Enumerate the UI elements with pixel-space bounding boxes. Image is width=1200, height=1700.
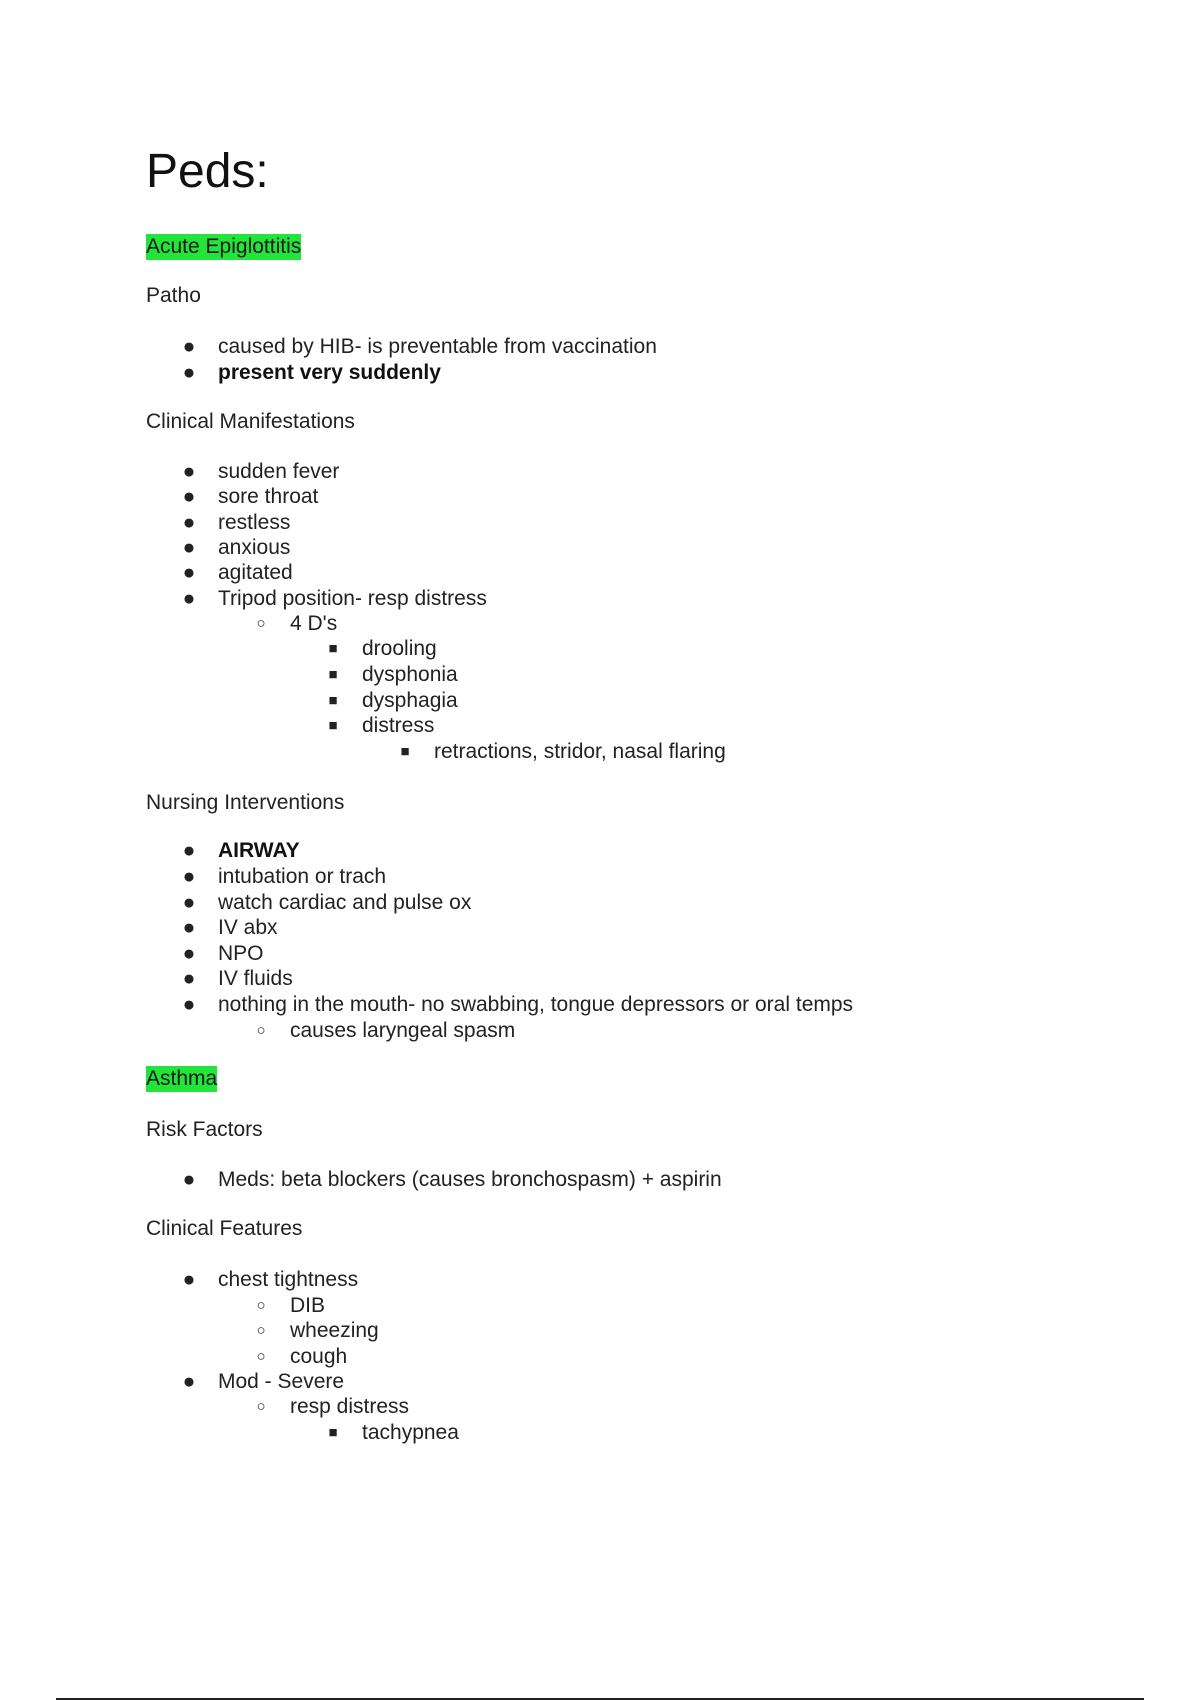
- list-item-text: agitated: [218, 561, 293, 584]
- list-item-text: retractions, stridor, nasal flaring: [434, 740, 726, 763]
- list-item-text: caused by HIB- is preventable from vaccination: [218, 335, 657, 358]
- hollow-bullet-icon: ○: [256, 1348, 266, 1365]
- subheading-nursing-interventions: Nursing Interventions: [146, 791, 345, 814]
- list-item-text: cough: [290, 1345, 348, 1368]
- square-bullet-icon: ■: [328, 666, 338, 683]
- section-heading-asthma: Asthma: [146, 1067, 218, 1090]
- hollow-bullet-icon: ○: [256, 1322, 266, 1339]
- subheading-risk-factors: Risk Factors: [146, 1118, 263, 1141]
- list-item-text: Tripod position- resp distress: [218, 587, 487, 610]
- list-item-text: Meds: beta blockers (causes bronchospasm) + aspirin: [218, 1168, 722, 1191]
- list-item-text: dysphonia: [362, 663, 458, 686]
- list-item-text: present very suddenly: [218, 361, 441, 384]
- list-item-text: sudden fever: [218, 460, 340, 483]
- list-item-text: resp distress: [290, 1395, 410, 1418]
- list-item-text: IV abx: [218, 916, 278, 939]
- section-heading-epiglottitis: Acute Epiglottitis: [146, 235, 302, 258]
- bullet-icon: ●: [182, 1268, 196, 1291]
- bullet-icon: ●: [182, 865, 196, 888]
- square-bullet-icon: ■: [328, 1424, 338, 1441]
- bullet-icon: ●: [182, 587, 196, 610]
- list-item-text: anxious: [218, 536, 291, 559]
- list-item-text: wheezing: [290, 1319, 379, 1342]
- list-item-text: dysphagia: [362, 689, 458, 712]
- list-item-text: chest tightness: [218, 1268, 359, 1291]
- list-item-text: causes laryngeal spasm: [290, 1019, 516, 1042]
- hollow-bullet-icon: ○: [256, 1022, 266, 1039]
- bullet-icon: ●: [182, 536, 196, 559]
- list-item-text: drooling: [362, 637, 437, 660]
- list-item-text: restless: [218, 511, 291, 534]
- subheading-patho: Patho: [146, 284, 201, 307]
- hollow-bullet-icon: ○: [256, 1398, 266, 1415]
- list-item-text: intubation or trach: [218, 865, 387, 888]
- bullet-icon: ●: [182, 561, 196, 584]
- bullet-icon: ●: [182, 1370, 196, 1393]
- list-item-text: NPO: [218, 942, 264, 965]
- bullet-icon: ●: [182, 839, 196, 862]
- bullet-icon: ●: [182, 361, 196, 384]
- list-item-text: DIB: [290, 1294, 326, 1317]
- hollow-bullet-icon: ○: [256, 1297, 266, 1314]
- square-bullet-icon: ■: [400, 743, 410, 760]
- list-item-text: nothing in the mouth- no swabbing, tongue depressors or oral temps: [218, 993, 854, 1016]
- subheading-clinical-features: Clinical Features: [146, 1217, 303, 1240]
- square-bullet-icon: ■: [328, 717, 338, 734]
- list-item-text: watch cardiac and pulse ox: [218, 891, 472, 914]
- bullet-icon: ●: [182, 335, 196, 358]
- square-bullet-icon: ■: [328, 640, 338, 657]
- list-item-text: 4 D's: [290, 612, 338, 635]
- bullet-icon: ●: [182, 485, 196, 508]
- page-title: Peds:: [146, 145, 269, 198]
- list-item-text: sore throat: [218, 485, 319, 508]
- list-item-text: tachypnea: [362, 1421, 459, 1444]
- list-item-text: IV fluids: [218, 967, 293, 990]
- bullet-icon: ●: [182, 942, 196, 965]
- bullet-icon: ●: [182, 967, 196, 990]
- list-item-text: Mod - Severe: [218, 1370, 345, 1393]
- bullet-icon: ●: [182, 993, 196, 1016]
- bullet-icon: ●: [182, 460, 196, 483]
- list-item-text: distress: [362, 714, 435, 737]
- bullet-icon: ●: [182, 1168, 196, 1191]
- subheading-clinical-manifestations: Clinical Manifestations: [146, 410, 355, 433]
- bullet-icon: ●: [182, 511, 196, 534]
- bullet-icon: ●: [182, 916, 196, 939]
- hollow-bullet-icon: ○: [256, 615, 266, 632]
- list-item-text: AIRWAY: [218, 839, 300, 862]
- square-bullet-icon: ■: [328, 692, 338, 709]
- bullet-icon: ●: [182, 891, 196, 914]
